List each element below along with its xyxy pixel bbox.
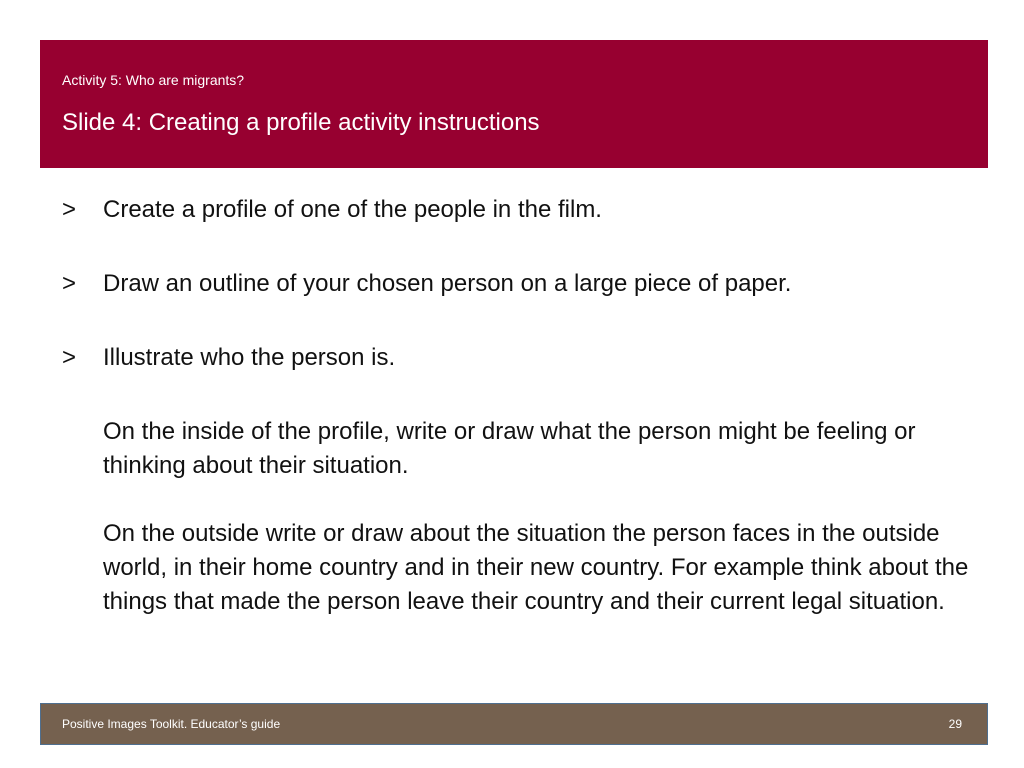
bullet-text: Illustrate who the person is. [103, 344, 396, 371]
slide-content [60, 194, 970, 619]
bullet-marker: > [62, 196, 77, 223]
footer-text: Positive Images Toolkit. Educator’s guide [62, 717, 281, 731]
bullet-item [60, 194, 970, 226]
slide-subtitle: Activity 5: Who are migrants? [62, 72, 245, 88]
page-number: 29 [948, 717, 962, 731]
bullet-item [60, 268, 970, 300]
bullet-marker: > [62, 270, 77, 297]
body-paragraph: On the inside of the profile, write or draw what the person might be feeling or thinking about their situation. [103, 418, 916, 479]
bullet-marker: > [62, 344, 77, 371]
bullet-text: Draw an outline of your chosen person on a large piece of paper. [103, 270, 792, 297]
bullet-text: Create a profile of one of the people in the film. [103, 196, 602, 223]
slide-header [40, 40, 988, 168]
slide-footer [40, 703, 988, 745]
slide-title: Slide 4: Creating a profile activity instructions [62, 109, 540, 136]
bullet-item [60, 342, 970, 374]
body-paragraph: On the outside write or draw about the situation the person faces in the outside world, in their home country and in their new country. For example think about the things that made the person leave their country and their current legal situation. [103, 520, 969, 615]
